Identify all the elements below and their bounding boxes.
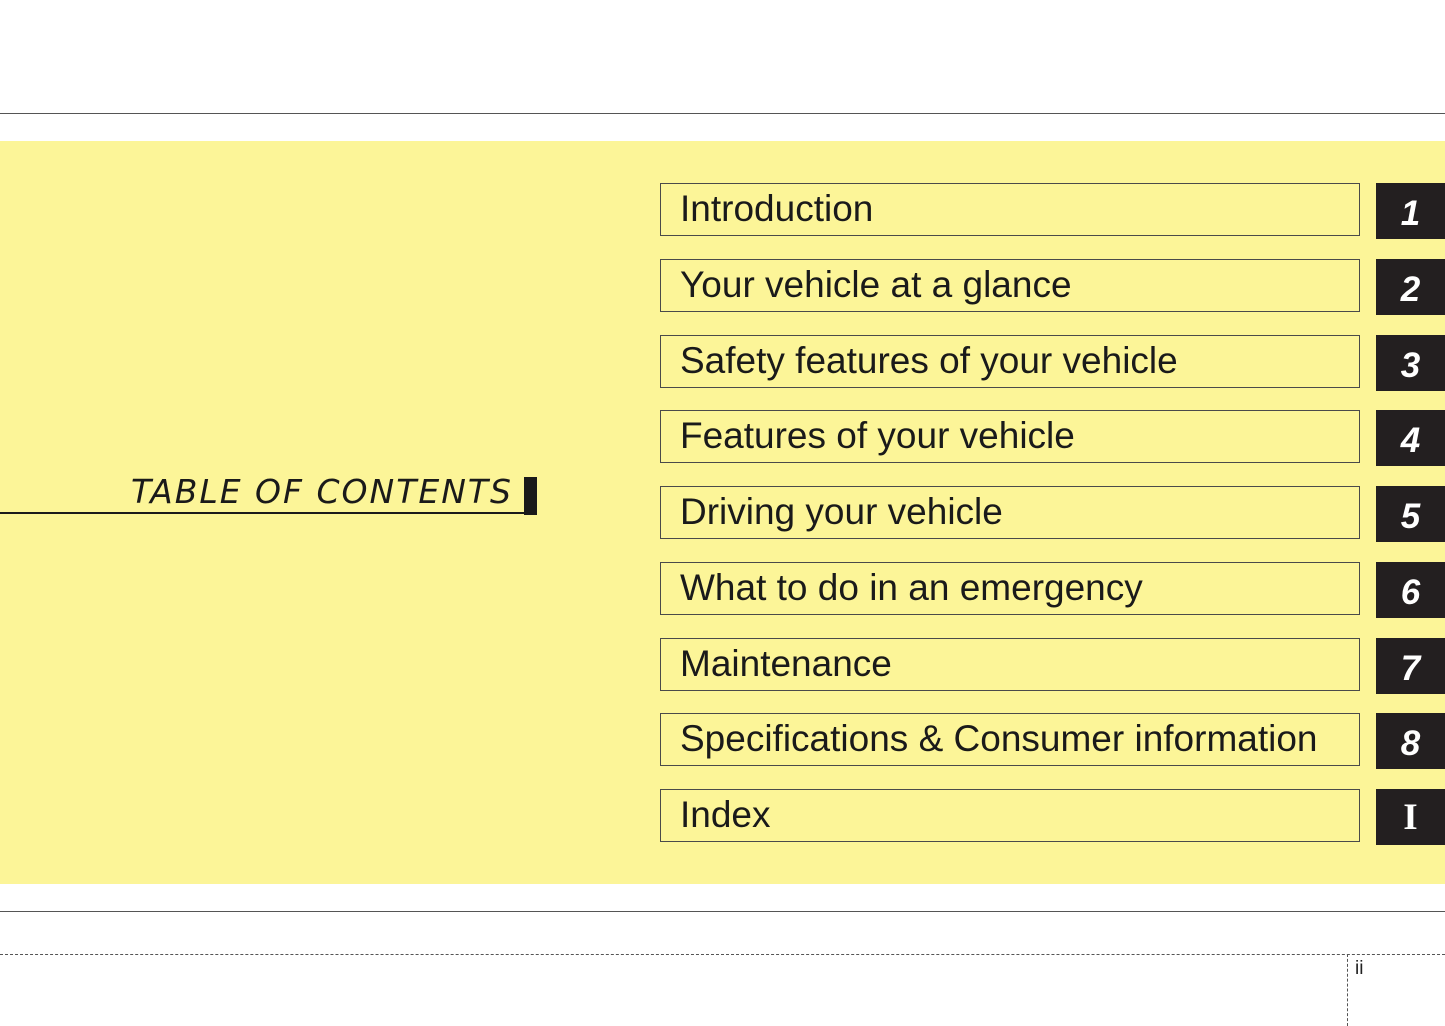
chapter-tab-number: 8 (1400, 723, 1421, 763)
toc-entry-box[interactable] (660, 638, 1360, 691)
toc-heading-text: TABLE OF CONTENTS (130, 472, 513, 511)
toc-entry-label: Safety features of your vehicle (680, 340, 1178, 381)
chapter-tab-1[interactable] (1376, 183, 1445, 239)
toc-entry-box[interactable] (660, 183, 1360, 236)
toc-entry-label: What to do in an emergency (680, 567, 1143, 608)
chapter-tab-6[interactable] (1376, 562, 1445, 618)
toc-entry-label: Your vehicle at a glance (680, 264, 1072, 305)
chapter-tab-5[interactable] (1376, 486, 1445, 542)
toc-entry-label: Features of your vehicle (680, 415, 1075, 456)
chapter-tab-number: 7 (1400, 648, 1421, 688)
chapter-tab-2[interactable] (1376, 259, 1445, 315)
chapter-tab-number: 3 (1400, 345, 1421, 385)
toc-entry-index[interactable] (660, 789, 1445, 845)
toc-entry-label: Specifications & Consumer information (680, 718, 1318, 759)
toc-entry-driving[interactable] (660, 486, 1445, 542)
toc-entry-safety-features[interactable] (660, 335, 1445, 391)
toc-entry-label: Driving your vehicle (680, 491, 1003, 532)
toc-entry-features[interactable] (660, 410, 1445, 466)
chapter-tab-8[interactable] (1376, 713, 1445, 769)
toc-entry-introduction[interactable] (660, 183, 1445, 239)
chapter-tab-number: 5 (1400, 496, 1421, 536)
toc-entry-label: Maintenance (680, 643, 892, 684)
chapter-tab-number: 1 (1400, 193, 1421, 233)
toc-entry-label: Introduction (680, 188, 874, 229)
toc-entry-box[interactable] (660, 562, 1360, 615)
toc-entry-box[interactable] (660, 410, 1360, 463)
toc-entry-emergency[interactable] (660, 562, 1445, 618)
chapter-tab-4[interactable] (1376, 410, 1445, 466)
toc-entry-vehicle-at-a-glance[interactable] (660, 259, 1445, 315)
toc-entry-box[interactable] (660, 259, 1360, 312)
toc-entry-box[interactable] (660, 486, 1360, 539)
chapter-tab-number: I (1403, 796, 1418, 838)
toc-entry-specifications[interactable] (660, 713, 1445, 769)
toc-entry-maintenance[interactable] (660, 638, 1445, 694)
toc-entry-box[interactable] (660, 335, 1360, 388)
toc-entry-label: Index (680, 794, 771, 835)
chapter-tab-number: 4 (1400, 420, 1421, 460)
chapter-tab-3[interactable] (1376, 335, 1445, 391)
toc-entry-box[interactable] (660, 789, 1360, 842)
toc-entry-box[interactable] (660, 713, 1360, 766)
chapter-tab-number: 6 (1400, 572, 1421, 612)
page-number: ii (1355, 958, 1364, 979)
chapter-tab-number: 2 (1400, 269, 1421, 309)
chapter-tab-index[interactable] (1376, 789, 1445, 845)
chapter-tab-7[interactable] (1376, 638, 1445, 694)
